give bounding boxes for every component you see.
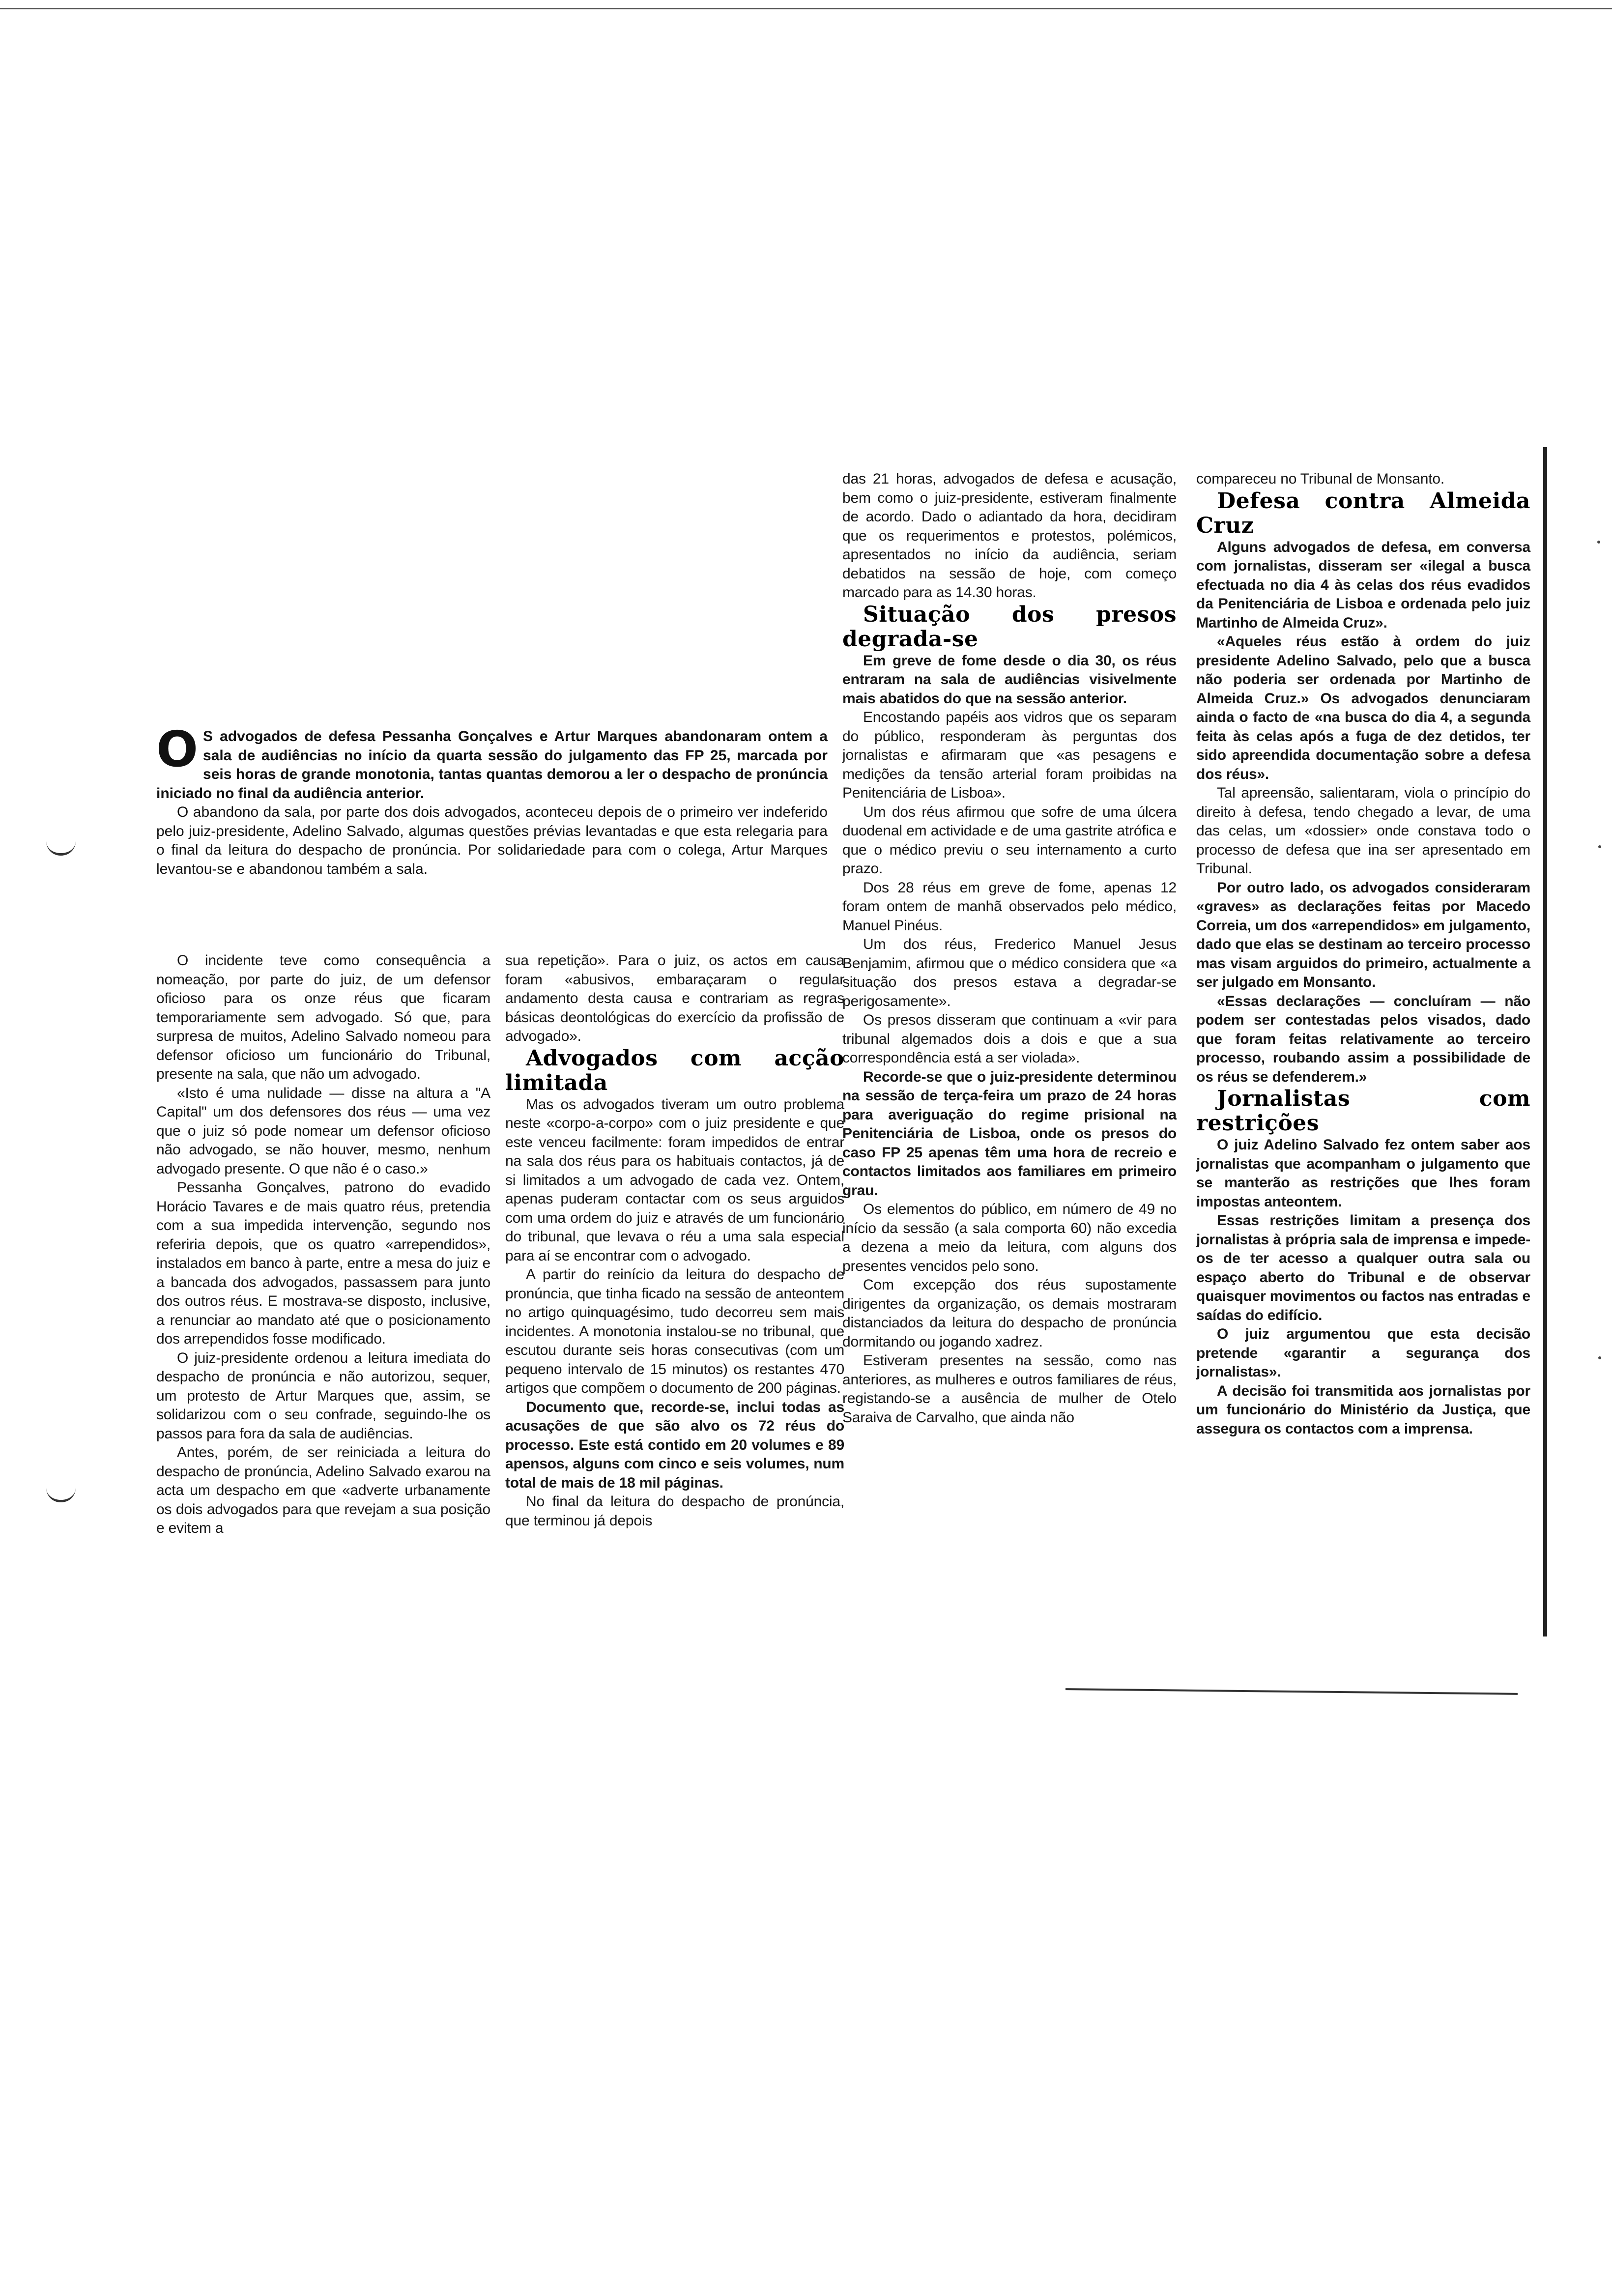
paragraph: Mas os advogados tiveram um outro problema neste «corpo-a-corpo» com o juiz presidente e que este venceu facilmente: foram impedidos de entrar na sala dos réus para os habituais contactos, já de si limitados a um advogado de cada vez. Ontem, apenas puderam contactar com os seus arguidos com uma ordem do juiz e através de um funcionário do tribunal, que levava o réu a uma sala especial para aí se encontrar com o advogado.: [505, 1096, 844, 1264]
paragraph: Antes, porém, de ser reiniciada a leitura do despacho de pronúncia, Adelino Salvado exarou na acta um despacho em que «adverte urbanamente os dois advogados para que revejam a sua posição e evitem a: [156, 1444, 490, 1536]
paragraph: Pessanha Gonçalves, patrono do evadido Horácio Tavares e de mais quatro réus, pretendia com a sua impedida intervenção, segundo nos referiria depois, que os quatro «arrependidos», instalados em banco à parte, entre a mesa do juiz e a bancada dos advogados, passassem para junto dos outros réus. E mostrava-se disposto, inclusive, a renunciar ao mandato até que o posicionamento dos arrependidos fosse modificado.: [156, 1179, 490, 1347]
binder-hole-mark: [46, 1488, 76, 1502]
paragraph: Encostando papéis aos vidros que os separam do público, responderam às perguntas dos jornalistas e afirmaram que «as pesagens e medições da tensão arterial foram proibidas na Penitenciária de Lisboa».: [842, 709, 1177, 801]
paragraph: sua repetição». Para o juiz, os actos em causa foram «abusivos, embaraçaram o regular andamento desta causa e contrariam as regras básicas deontológicas do exercício da profissão de advogado».: [505, 952, 844, 1044]
paragraph: Tal apreensão, salientaram, viola o princípio do direito à defesa, tendo chegado a levar, de uma das celas, um «dossier» onde constava todo o processo de defesa que ina ser apresentado em Tribunal.: [1196, 785, 1530, 877]
paragraph: Documento que, recorde-se, inclui todas as acusações de que são alvo os 72 réus do processo. Este está contido em 20 volumes e 89 apensos, alguns com cinco e seis volumes, num total de mais de 18 mil páginas.: [505, 1399, 844, 1491]
section-heading: Defesa contra Almeida Cruz: [1196, 488, 1530, 538]
paragraph: Os elementos do público, em número de 49 no início da sessão (a sala comporta 60) não excedia a dezena a meio da leitura, com alguns dos presentes vencidos pelo sono.: [842, 1201, 1177, 1274]
paragraph: Em greve de fome desde o dia 30, os réus entraram na sala de audiências visivelmente mais abatidos do que na sessão anterior.: [842, 652, 1177, 707]
section-heading: Advogados com acção limitada: [505, 1045, 844, 1095]
paragraph: Estiveram presentes na sessão, como nas anteriores, as mulheres e outros familiares de réus, registando-se a ausência de mulher de Otelo Saraiva de Carvalho, que ainda não: [842, 1352, 1177, 1426]
paragraph: No final da leitura do despacho de pronúncia, que terminou já depois: [505, 1493, 844, 1529]
binder-hole-mark: [46, 841, 76, 856]
paragraph: Essas restrições limitam a presença dos jornalistas à própria sala de imprensa e impede-os de ter acesso a qualquer outra sala ou espaço aberto do Tribunal e de observar quaisquer movimentos ou factos nas entradas e saídas do edifício.: [1196, 1212, 1530, 1323]
paragraph: «Isto é uma nulidade — disse na altura a "A Capital" um dos defensores dos réus — uma vez que o juiz só pode nomear um defensor oficioso não advogado, se não houver, mesmo, nenhum advogado presente. O que não é o caso.»: [156, 1085, 490, 1177]
paragraph: Dos 28 réus em greve de fome, apenas 12 foram ontem de manhã observados pelo médico, Manuel Pinéus.: [842, 879, 1177, 934]
column-3: [842, 470, 1177, 1427]
paragraph: Alguns advogados de defesa, em conversa com jornalistas, disseram ser «ilegal a busca efectuada no dia 4 às celas dos réus evadidos da Penitenciária de Lisboa e ordenada pelo juiz Martinho de Almeida Cruz».: [1196, 539, 1530, 631]
drop-cap: O: [156, 720, 199, 778]
paragraph: das 21 horas, advogados de defesa e acusação, bem como o juiz-presidente, estiveram finalmente de acordo. Dado o adiantado da hora, decidiram que os requerimentos e protestos, polémicos, apresentados no início da audiência, seriam debatidos na sessão de hoje, com começo marcado para as 14.30 horas.: [842, 471, 1177, 601]
paragraph: O incidente teve como consequência a nomeação, por parte do juiz, de um defensor oficioso para os onze réus que ficaram temporariamente sem advogado. Só que, para surpresa de muitos, Adelino Salvado nomeou para defensor oficioso um funcionário do Tribunal, presente na sala, que não um advogado.: [156, 952, 490, 1082]
scan-speck: [1598, 845, 1601, 848]
clipping-bottom-edge: [1065, 1688, 1518, 1695]
article-lead: [156, 720, 828, 879]
paragraph: Recorde-se que o juiz-presidente determinou na sessão de terça-feira um prazo de 24 horas para averiguação do regime prisional na Penitenciária de Lisboa, onde os presos do caso FP 25 apenas têm uma hora de recreio e contactos limitados aos familiares em primeiro grau.: [842, 1068, 1177, 1199]
section-heading: Jornalistas com restrições: [1196, 1086, 1530, 1136]
paragraph: Com excepção dos réus supostamente dirigentes da organização, os demais mostraram distanciados da leitura do despacho de pronúncia dormitando ou jogando xadrez.: [842, 1277, 1177, 1350]
paragraph: Por outro lado, os advogados consideraram «graves» as declarações feitas por Macedo Correia, um dos «arrependidos» em julgamento, dado que elas se destinam ao terceiro processo mas visam arguidos do primeiro, actualmente a ser julgado em Monsanto.: [1196, 879, 1530, 990]
paragraph: O juiz Adelino Salvado fez ontem saber aos jornalistas que acompanham o julgamento que se manterão as restrições que lhes foram impostas anteontem.: [1196, 1137, 1530, 1210]
paragraph: «Essas declarações — concluíram — não podem ser contestadas pelos visados, dado que foram feitas relativamente ao terceiro processo, roubando assim a possibilidade de os réus se defenderem.»: [1196, 993, 1530, 1085]
lead-paragraph: O abandono da sala, por parte dos dois advogados, aconteceu depois de o primeiro ver indeferido pelo juiz-presidente, Adelino Salvado, algumas questões prévias levantadas e que esta relegaria para o final da leitura do despacho de pronúncia. Por solidariedade para com o colega, Artur Marques levantou-se e abandonou também a sala.: [156, 804, 828, 877]
section-heading: Situação dos presos degrada-se: [842, 602, 1177, 652]
scan-speck: [1598, 1356, 1601, 1359]
paragraph: «Aqueles réus estão à ordem do juiz presidente Adelino Salvado, pelo que a busca não poderia ser ordenada por Martinho de Almeida Cruz.» Os advogados denunciaram ainda o facto de «na busca do dia 4, a segunda feita às celas após a fuga de dez detidos, ter sido apreendida documentação sobre a defesa dos réus».: [1196, 633, 1530, 782]
paragraph: A decisão foi transmitida aos jornalistas por um funcionário do Ministério da Justiça, que assegura os contactos com a imprensa.: [1196, 1382, 1530, 1437]
clipping-right-edge: [1543, 447, 1547, 1636]
paragraph: A partir do reinício da leitura do despacho de pronúncia, que tinha ficado na sessão de anteontem no artigo quinquagésimo, tudo decorreu sem mais incidentes. A monotonia instalou-se no tribunal, que escutou durante seis horas consecutivas (com um pequeno intervalo de 15 minutos) os restantes 470 artigos que compõem o documento de 200 páginas.: [505, 1266, 844, 1396]
lead-paragraph: O S advogados de defesa Pessanha Gonçalves e Artur Marques abandonaram ontem a sala de audiências no início da quarta sessão do julgamento das FP 25, marcada por seis horas de grande monotonia, tantas quantas demorou a ler o despacho de pronúncia iniciado no final da audiência anterior.: [156, 720, 828, 802]
paragraph: Um dos réus afirmou que sofre de uma úlcera duodenal em actividade e de uma gastrite atrófica e que o médico previu o seu internamento a curto prazo.: [842, 804, 1177, 877]
scan-speck: [1597, 541, 1600, 544]
paragraph: O juiz-presidente ordenou a leitura imediata do despacho de pronúncia e não autorizou, sequer, um protesto de Artur Marques que, assim, se solidarizou com o seu confrade, seguindo-lhe os passos para fora da sala de audiências.: [156, 1349, 490, 1442]
paragraph: Um dos réus, Frederico Manuel Jesus Benjamim, afirmou que o médico considera que «a situação dos presos estava a degradar-se perigosamente».: [842, 936, 1177, 1009]
scan-top-edge: [0, 8, 1612, 9]
paragraph: O juiz argumentou que esta decisão pretende «garantir a segurança dos jornalistas».: [1196, 1326, 1530, 1380]
column-4: [1196, 470, 1530, 1438]
paragraph: compareceu no Tribunal de Monsanto.: [1196, 471, 1444, 487]
paragraph: Os presos disseram que continuam a «vir para tribunal algemados dois a dois e que a sua correspondência está a ser violada».: [842, 1012, 1177, 1066]
column-1: [156, 951, 490, 1538]
column-2: [505, 951, 844, 1530]
